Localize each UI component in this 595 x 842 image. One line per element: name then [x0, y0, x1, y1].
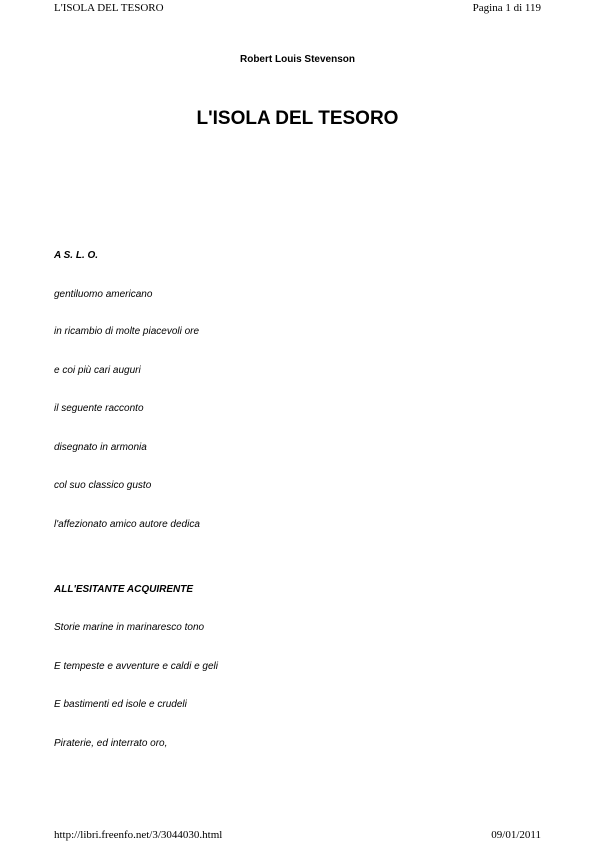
dedication-line: col suo classico gusto — [54, 480, 152, 491]
dedication-line: l'affezionato amico autore dedica — [54, 519, 200, 530]
poem-line: E bastimenti ed isole e crudeli — [54, 699, 187, 710]
dedication-heading: A S. L. O. — [54, 250, 99, 261]
source-url: http://libri.freenfo.net/3/3044030.html — [54, 829, 223, 841]
dedication-line: il seguente racconto — [54, 403, 144, 414]
poem-line: Storie marine in marinaresco tono — [54, 622, 205, 633]
author-name: Robert Louis Stevenson — [239, 54, 355, 65]
dedication-line: e coi più cari auguri — [54, 365, 141, 376]
book-title: L'ISOLA DEL TESORO — [196, 108, 399, 129]
poem-heading: ALL'ESITANTE ACQUIRENTE — [54, 584, 194, 595]
page-number: Pagina 1 di 119 — [472, 2, 541, 14]
dedication-line: in ricambio di molte piacevoli ore — [54, 326, 200, 337]
dedication-line: disegnato in armonia — [54, 442, 147, 453]
poem-line: Piraterie, ed interrato oro, — [54, 738, 168, 749]
running-header-title: L'ISOLA DEL TESORO — [54, 2, 164, 14]
dedication-line: gentiluomo americano — [54, 289, 153, 300]
poem-line: E tempeste e avventure e caldi e geli — [54, 661, 218, 672]
print-date: 09/01/2011 — [491, 829, 541, 841]
